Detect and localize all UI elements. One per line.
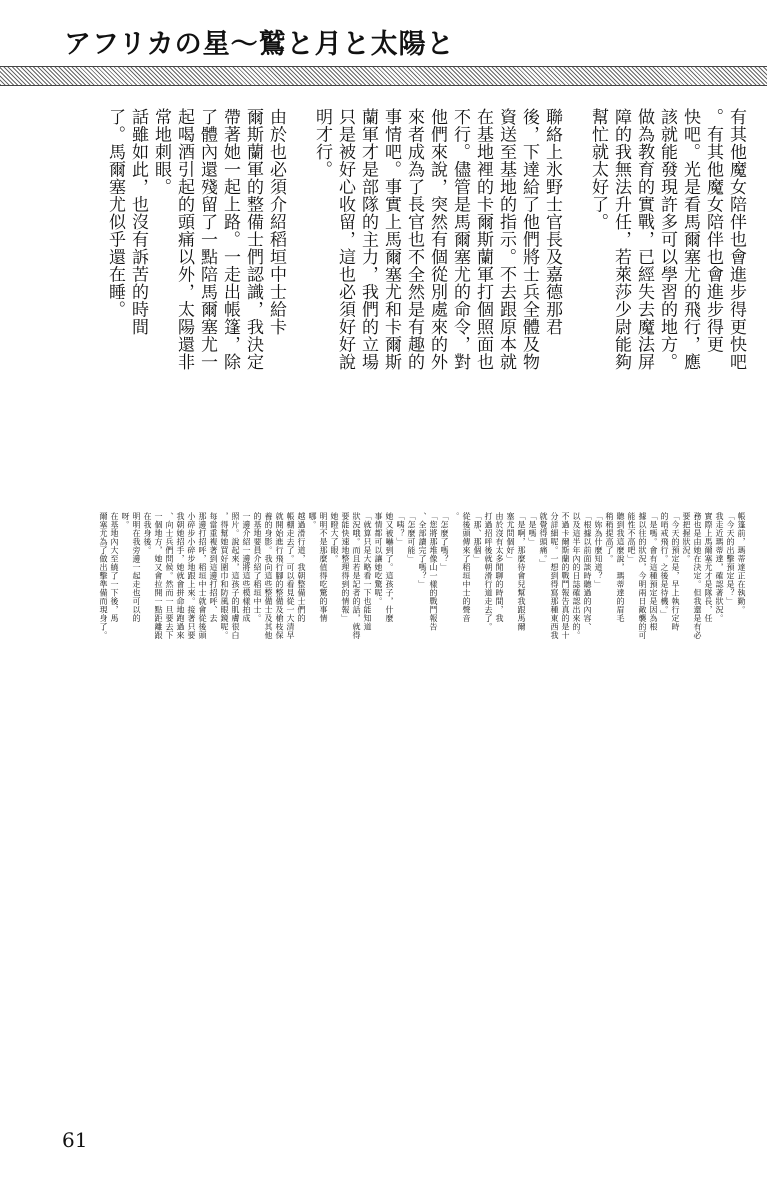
text-column: 幫忙就太好了。 <box>588 108 608 231</box>
text-column: 在基地內大至繞了一下後，馬 <box>110 512 119 623</box>
text-column: 明才行。 <box>312 108 332 178</box>
text-column: 小碎步小碎步地跟上來。接著只要 <box>187 512 196 640</box>
text-column: 了體內還殘留了一點陪馬爾塞尤一 <box>197 108 217 371</box>
text-column: 帳篷前，瑪蒂達正在執勤。 <box>737 512 746 614</box>
text-column <box>287 108 310 503</box>
text-column: 在我身後。 <box>143 512 152 555</box>
text-column: 我走近瑪蒂達，確認著狀況。 <box>715 512 724 623</box>
text-column: 「那、那個」 <box>473 512 482 563</box>
text-column: 明明不是那麼值得吃驚的事情 <box>319 512 328 623</box>
text-column: 來者成為了長官也不全然是有趣的 <box>404 108 424 371</box>
text-column: 「怎麼了嗎？」 <box>440 512 449 572</box>
text-column: 她瞪大了眼。 <box>330 512 339 563</box>
text-column: 帶著她一起上路。一走出帳篷，除 <box>220 108 240 371</box>
text-column: 塞尤問個好」 <box>506 512 515 563</box>
text-column: 就覺得頭痛。」 <box>539 512 548 568</box>
text-column: 爾斯蘭軍的整備士們認識，我決定 <box>243 108 263 371</box>
text-column: 「根據以前面談時聽過的內容、 <box>583 512 592 631</box>
text-column: 照片。說起來，這孩子的肌膚很白 <box>231 512 240 640</box>
text-column: 呀。 <box>121 512 130 529</box>
text-column: 由於沒有太多閒聊的時間，我 <box>495 512 504 623</box>
text-column: 不行。儘管是馬爾塞尤的命令，對 <box>450 108 470 371</box>
text-column: 障的我無法升任，若萊莎少尉能夠 <box>611 108 631 371</box>
text-column: 後，下達給了他們將士兵全體及物 <box>519 108 539 371</box>
text-column: 該就能發現許多可以學習的地方。 <box>657 108 677 371</box>
text-column: 要把握狀況。 <box>682 512 691 563</box>
text-column: 要能快速地整理得到的情報」 <box>341 512 350 623</box>
text-column: 快吧。光是看馬爾塞尤的飛行，應 <box>680 108 700 371</box>
page-title: アフリカの星～鷲と月と太陽と <box>64 29 455 60</box>
text-column: 「今天的預定是，早上執行定時 <box>671 512 680 631</box>
text-column: 務也是由她在決定。但我還是有必 <box>693 512 702 640</box>
text-column: 的基地要員介紹了稻垣中士。 <box>253 512 262 623</box>
text-column: 哪。 <box>308 512 317 529</box>
text-column: 稍稍提高了。 <box>605 512 614 563</box>
text-column: 就開始進行飛行腳的整備及槍枝保 <box>275 512 284 640</box>
text-column: 「是啊，那麼待會兒幫我跟馬爾 <box>517 512 526 631</box>
text-column: 「妳為什麼知道？」 <box>594 512 603 589</box>
text-column: 能性不高吧」 <box>627 512 636 563</box>
text-column: 了。馬爾塞尤似乎還在睡。 <box>105 108 125 318</box>
text-column: 的哨戒飛行。之後是待機。」 <box>660 512 669 619</box>
text-column: 那邊打招呼，稻垣中士就會從後頭 <box>198 512 207 640</box>
text-column: 狀況哦。而且若是記者的話，就得 <box>352 512 361 640</box>
text-column: 。有其他魔女陪伴也會進步得更 <box>703 108 723 353</box>
text-column: 她又被嚇到了。這孩子，什麼 <box>385 512 394 623</box>
text-column: 、全部讀完了嗎？」 <box>418 512 427 589</box>
text-column: 「咦？」 <box>396 512 405 546</box>
text-column: 明明在我旁邊一起走也可以的 <box>132 512 141 623</box>
text-column: 「就算只是大略看一下也能知道 <box>363 512 372 631</box>
lower-text-section <box>87 512 747 1072</box>
text-column: 。 <box>451 512 460 521</box>
text-column: 據以往的狀況，今明兩日敵襲的可 <box>638 512 647 640</box>
text-column: 常地刺眼。 <box>151 108 171 196</box>
text-column: 聽到我這麼說，瑪蒂達的眉毛 <box>616 512 625 623</box>
text-column: 爾塞尤為了做出擊準備而現身了。 <box>99 512 108 640</box>
text-column: 分詳細呢。一想到得寫那種東西我 <box>550 512 559 640</box>
text-column: 話雖如此，也沒有訴苦的時間 <box>128 108 148 336</box>
text-column: 「今天的出擊預定是？」 <box>726 512 735 606</box>
title-decorative-band <box>0 66 767 86</box>
text-column: 打過招呼後就朝滑行道走去了。 <box>484 512 493 631</box>
text-column: 「是嗎。會有這種預定是因為根 <box>649 512 658 631</box>
text-column: 起喝酒引起的頭痛以外，太陽還非 <box>174 108 194 371</box>
text-column: 事情吧。事實上馬爾塞尤和卡爾斯 <box>381 108 401 371</box>
upper-text-section <box>87 108 747 503</box>
text-column: 每當重複著到這邊打招呼、去 <box>209 512 218 623</box>
text-column: 以及這半年內的日誌確認出來的。 <box>572 512 581 640</box>
text-column: 蘭軍才是部隊的主力，我們的立場 <box>358 108 378 371</box>
text-column: 實際上馬爾塞尤才是隊長，任 <box>704 512 713 623</box>
text-column: 越過滑行道，我朝整備士們的 <box>297 512 306 623</box>
text-column: 「怎麼可能」 <box>407 512 416 563</box>
text-column: 我朝她招手，她就會拼命地跑過來 <box>176 512 185 640</box>
text-column: 「您將那堆像山一樣的戰鬥報告 <box>429 512 438 631</box>
text-column: 有其他魔女陪伴也會進步得更快吧 <box>726 108 746 371</box>
text-column: 一邊介紹一邊將這些模樣拍成 <box>242 512 251 623</box>
text-column: 資送至基地的指示。不去跟原本就 <box>496 108 516 371</box>
text-column: 他們來說，突然有個從別處來的外 <box>427 108 447 371</box>
text-column: 從後頭傳來了稻垣中士的聲音 <box>462 512 471 623</box>
text-column: 一個地方，她又會拉開一點距離跟 <box>154 512 163 640</box>
text-column <box>563 108 586 503</box>
text-column: 養的身影。我向這些整備士及其他 <box>264 512 273 640</box>
text-column: 做為教育的實戰，已經失去魔法屏 <box>634 108 654 371</box>
text-column: ，得幫她買好圍巾和防風眼鏡呢。 <box>220 512 229 640</box>
text-column: 聯絡上氷野士官長及嘉德那君 <box>542 108 562 336</box>
text-column: 不過卡爾斯蘭的戰鬥報告真的是十 <box>561 512 570 640</box>
text-column: 在基地裡的卡爾斯蘭軍打個照面也 <box>473 108 493 371</box>
text-column: 只是被好心收留，這也必須好好說 <box>335 108 355 371</box>
text-column: 、向士兵們問候。然而一旦要去下 <box>165 512 174 640</box>
text-column: 事情都可以讓她吃驚呢。 <box>374 512 383 606</box>
text-column: 帳棚走去了。可以看見從一大清早 <box>286 512 295 640</box>
page-number: 61 <box>62 1128 88 1152</box>
text-column: 「是嗎」 <box>528 512 537 546</box>
text-column: 由於也必須介紹稻垣中士給卡 <box>266 108 286 336</box>
